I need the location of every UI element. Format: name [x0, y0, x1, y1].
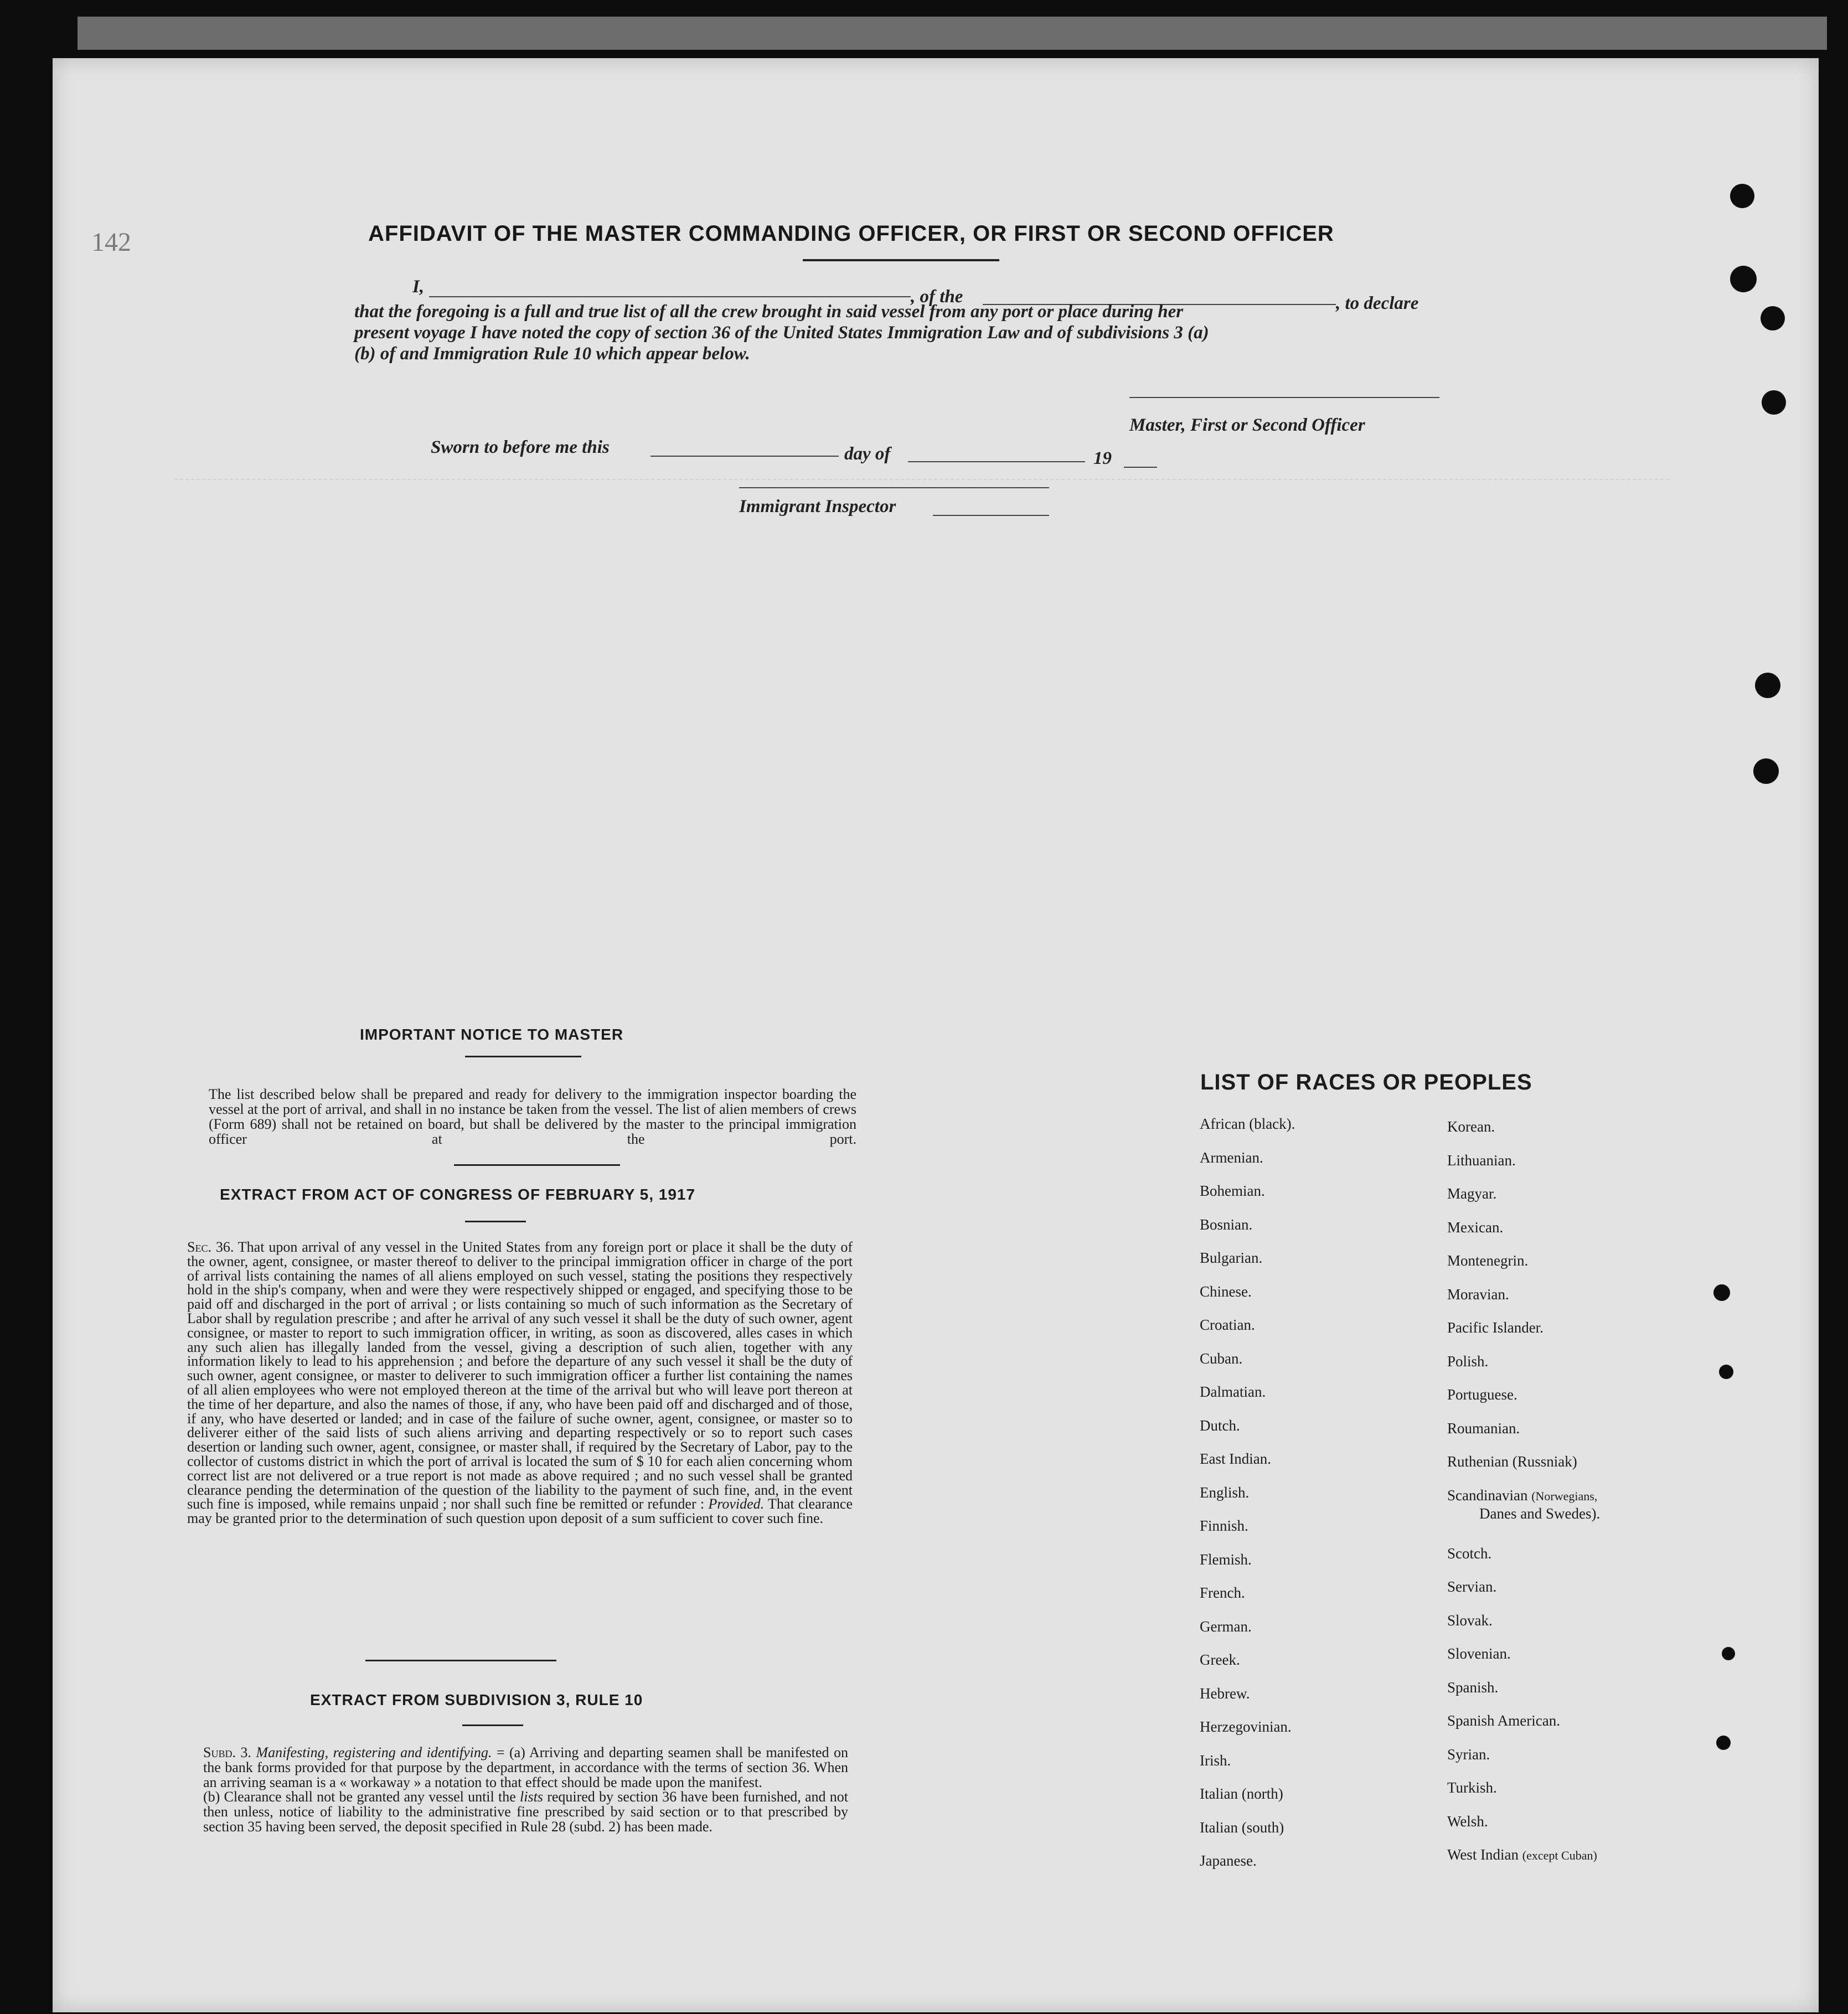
- notice-underline: [465, 1056, 581, 1057]
- sworn-day-of: day of: [844, 444, 891, 464]
- race-item: Servian.: [1447, 1578, 1497, 1595]
- race-item: Scotch.: [1447, 1545, 1492, 1562]
- race-item: Irish.: [1200, 1752, 1231, 1769]
- inspector-signature-line: [739, 487, 1049, 488]
- race-item: Lithuanian.: [1447, 1151, 1516, 1169]
- notice-title: IMPORTANT NOTICE TO MASTER: [360, 1026, 624, 1043]
- race-item: Italian (south): [1200, 1819, 1284, 1836]
- race-item: Portuguese.: [1447, 1386, 1517, 1403]
- affidavit-line-1-mid: , of the: [911, 287, 963, 307]
- race-item: Montenegrin.: [1447, 1252, 1529, 1269]
- title-underline: [803, 259, 999, 261]
- affidavit-title: AFFIDAVIT OF THE MASTER COMMANDING OFFICER, OR FIRST OR SECOND OFFICER: [368, 221, 1334, 246]
- section-divider: [365, 1660, 556, 1661]
- punch-hole: [1713, 1284, 1730, 1301]
- race-item: Mexican.: [1447, 1218, 1504, 1236]
- race-item: English.: [1200, 1484, 1250, 1501]
- race-item: Pacific Islander.: [1447, 1319, 1544, 1336]
- section-36-lead: Sec. 36.: [187, 1239, 234, 1255]
- race-item: Dalmatian.: [1200, 1383, 1266, 1400]
- race-item: Spanish.: [1447, 1679, 1499, 1696]
- section-divider: [454, 1164, 620, 1166]
- punch-hole: [1716, 1736, 1731, 1750]
- notice-body: The list described below shall be prepared and ready for delivery to the immigration inspector boarding the vessel at the port of arrival, and shall in no instance be taken from the vessel. The list of alien members of crews (Form 689) shall not be retained on board, but shall be delivered by the master to the principal immigration officer at the port.: [209, 1086, 856, 1147]
- races-title: LIST OF RACES OR PEOPLES: [1200, 1070, 1532, 1094]
- document-sheet: [53, 58, 1819, 2012]
- punch-hole: [1730, 184, 1754, 208]
- race-item: Bohemian.: [1200, 1182, 1265, 1199]
- sworn-text: Sworn to before me this: [431, 437, 610, 457]
- race-item: Chinese.: [1200, 1283, 1252, 1300]
- sworn-month-blank: [908, 461, 1085, 462]
- punch-hole: [1753, 758, 1779, 784]
- race-item: Finnish.: [1200, 1517, 1248, 1534]
- punch-hole: [1762, 390, 1786, 415]
- act-extract-underline: [465, 1221, 526, 1222]
- race-item: Slovenian.: [1447, 1645, 1511, 1662]
- sworn-year: 19: [1093, 448, 1112, 468]
- subdivision-3-text: [203, 1746, 848, 1835]
- race-item: Italian (north): [1200, 1785, 1283, 1802]
- sworn-year-blank: [1124, 467, 1157, 468]
- race-item: Armenian.: [1200, 1149, 1263, 1166]
- affidavit-line-3: present voyage I have noted the copy of section 36 of the United States Immigration Law and of subdivisions 3 (a): [354, 323, 1209, 343]
- race-item: Cuban.: [1200, 1350, 1243, 1367]
- affidavit-line-1-end: , to declare: [1336, 293, 1419, 313]
- subdivision-lead: Subd. 3.: [203, 1744, 251, 1760]
- section-36-text: [187, 1240, 853, 1526]
- race-scandinavian-cont: Danes and Swedes).: [1479, 1505, 1601, 1522]
- race-item: Bulgarian.: [1200, 1249, 1263, 1266]
- subdivision-para-b-lists: lists: [520, 1789, 543, 1805]
- bleed-through-texture: [174, 479, 1669, 1034]
- punch-hole: [1755, 673, 1780, 698]
- section-36-body: That upon arrival of any vessel in the United States from any foreign port or place it shall be the duty of the owner, agent, consignee, or master thereof to deliver to the principal immigration officer in charge of the port of arrival lists containing the names of all aliens employed on such vessel, stating the positions they respectively hold in the ship's company, when and were they were respectively shipped or engaged, and specifying those to be paid off and discharged in the port of arrival ; or lists containing so much of such information as the Secretary of Labor shall by regulation prescribe ; and after he arrival of any such vessel it shall be the duty of such owner, agent consignee, or master to report to such immigration officer, in writing, as soon as discovered, alles cases in which any such alien has illegally landed from the vessel, giving a description of such alien, together with any information likely to lead to his apprehension ; and before the departure of any such vessel it shall be the duty of such owner, agent consignee, or master to deliverer to such immigration officer a further list containing the names of all alien employees who were not employed thereon at the time of the arrival but who will leave port thereon at the time of her departure, and also the names of those, if any, who have been paid off and discharged and of those, if any, who have deserted or landed; and in case of the failure of suche owner, agent, consignee, or master so to deliverer either of the said lists of such aliens arriving and departing respectively or so to report such cases desertion or landing such owner, agent, consignee, or master shall, if required by the Secretary of Labor, pay to the collector of customs district in which the port of arrival is located the sum of $ 10 for each alien concerning whom correct list are not delivered or a true report is not made as above required ; and no such vessel shall be granted clearance pending the determination of the question of the liability to the payment of such fine, and, in the event such fine is imposed, while remains unpaid ; nor shall such fine be remitted or refunder :: [187, 1239, 853, 1512]
- race-item: East Indian.: [1200, 1450, 1271, 1467]
- subdivision-heading: Manifesting, registering and identifying.: [256, 1744, 492, 1760]
- race-item: Herzegovinian.: [1200, 1718, 1292, 1735]
- race-item: Welsh.: [1447, 1812, 1488, 1830]
- section-36-tail: That clearance may be granted prior to the determination of such question upon deposit of a sum sufficient to cover such fine.: [187, 1496, 853, 1527]
- race-item: Dutch.: [1200, 1417, 1240, 1434]
- punch-hole: [1719, 1365, 1733, 1379]
- inspector-blank: [933, 515, 1049, 516]
- race-item: Japanese.: [1200, 1852, 1257, 1869]
- act-extract-title: EXTRACT FROM ACT OF CONGRESS OF FEBRUARY 5, 1917: [220, 1186, 696, 1203]
- race-item: Polish.: [1447, 1352, 1489, 1370]
- punch-hole: [1761, 306, 1785, 330]
- race-item: Flemish.: [1200, 1551, 1252, 1568]
- rule-extract-underline: [462, 1724, 523, 1726]
- race-item: Hebrew.: [1200, 1685, 1250, 1702]
- race-item-scandinavian: [1447, 1487, 1600, 1545]
- subdivision-para-b-1: (b) Clearance shall not be granted any vessel until the: [203, 1789, 516, 1805]
- handwritten-margin-number: 142: [91, 228, 131, 257]
- race-item: Spanish American.: [1447, 1712, 1560, 1729]
- race-scandinavian-note: (Norwegians,: [1531, 1489, 1598, 1503]
- races-column-1: [1200, 1116, 1295, 1886]
- races-column-2: [1447, 1118, 1600, 1880]
- affidavit-line-2: that the foregoing is a full and true list of all the crew brought in said vessel from any port or place during her: [354, 302, 1184, 322]
- punch-hole: [1722, 1647, 1735, 1660]
- race-item: African (black).: [1200, 1116, 1295, 1132]
- top-border-strip: [78, 17, 1827, 50]
- master-signature-line: [1129, 397, 1439, 398]
- race-item: Slovak.: [1447, 1612, 1493, 1629]
- race-item: Korean.: [1447, 1118, 1495, 1135]
- race-item: French.: [1200, 1584, 1245, 1601]
- subdivision-para-a: = (a) Arriving and departing seamen shall be manifested on the bank forms provided for that purpose by the department, in accordance with the terms of section 36. When an arriving seaman is a « workaway » a notation to that effect should be made upon the manifest.: [203, 1744, 849, 1790]
- inspector-label: Immigrant Inspector: [739, 497, 896, 517]
- race-item: Roumanian.: [1447, 1419, 1520, 1437]
- race-west-indian-note: (except Cuban): [1522, 1848, 1597, 1862]
- master-label: Master, First or Second Officer: [1129, 415, 1365, 435]
- race-item: Moravian.: [1447, 1285, 1509, 1303]
- subdivision-para-b-2: required by section 36 have been furnished, and not then unless, notice of liability to the administrative fine prescribed by said section or to that prescribed by section 35 having been served, the deposit specified in Rule 28 (subd. 2) has been made.: [203, 1789, 849, 1835]
- section-36-proviso: Provided.: [708, 1496, 765, 1512]
- punch-hole: [1730, 266, 1757, 292]
- race-item: Magyar.: [1447, 1185, 1497, 1202]
- sworn-day-blank: [651, 456, 839, 457]
- race-item: Syrian.: [1447, 1746, 1490, 1763]
- name-blank: [429, 296, 911, 297]
- race-item: Turkish.: [1447, 1779, 1497, 1796]
- race-item: Bosnian.: [1200, 1216, 1253, 1233]
- race-item: German.: [1200, 1618, 1252, 1635]
- race-scandinavian-main: Scandinavian: [1447, 1486, 1528, 1504]
- race-item: Ruthenian (Russniak): [1447, 1453, 1577, 1470]
- race-item: Greek.: [1200, 1651, 1240, 1668]
- affidavit-line-1-start: I,: [412, 277, 425, 297]
- race-item: Croatian.: [1200, 1316, 1255, 1333]
- affidavit-line-4: (b) of and Immigration Rule 10 which appear below.: [354, 344, 750, 364]
- race-west-indian-main: West Indian: [1447, 1846, 1519, 1863]
- rule-extract-title: EXTRACT FROM SUBDIVISION 3, RULE 10: [310, 1691, 643, 1708]
- race-item-west-indian: [1447, 1846, 1600, 1880]
